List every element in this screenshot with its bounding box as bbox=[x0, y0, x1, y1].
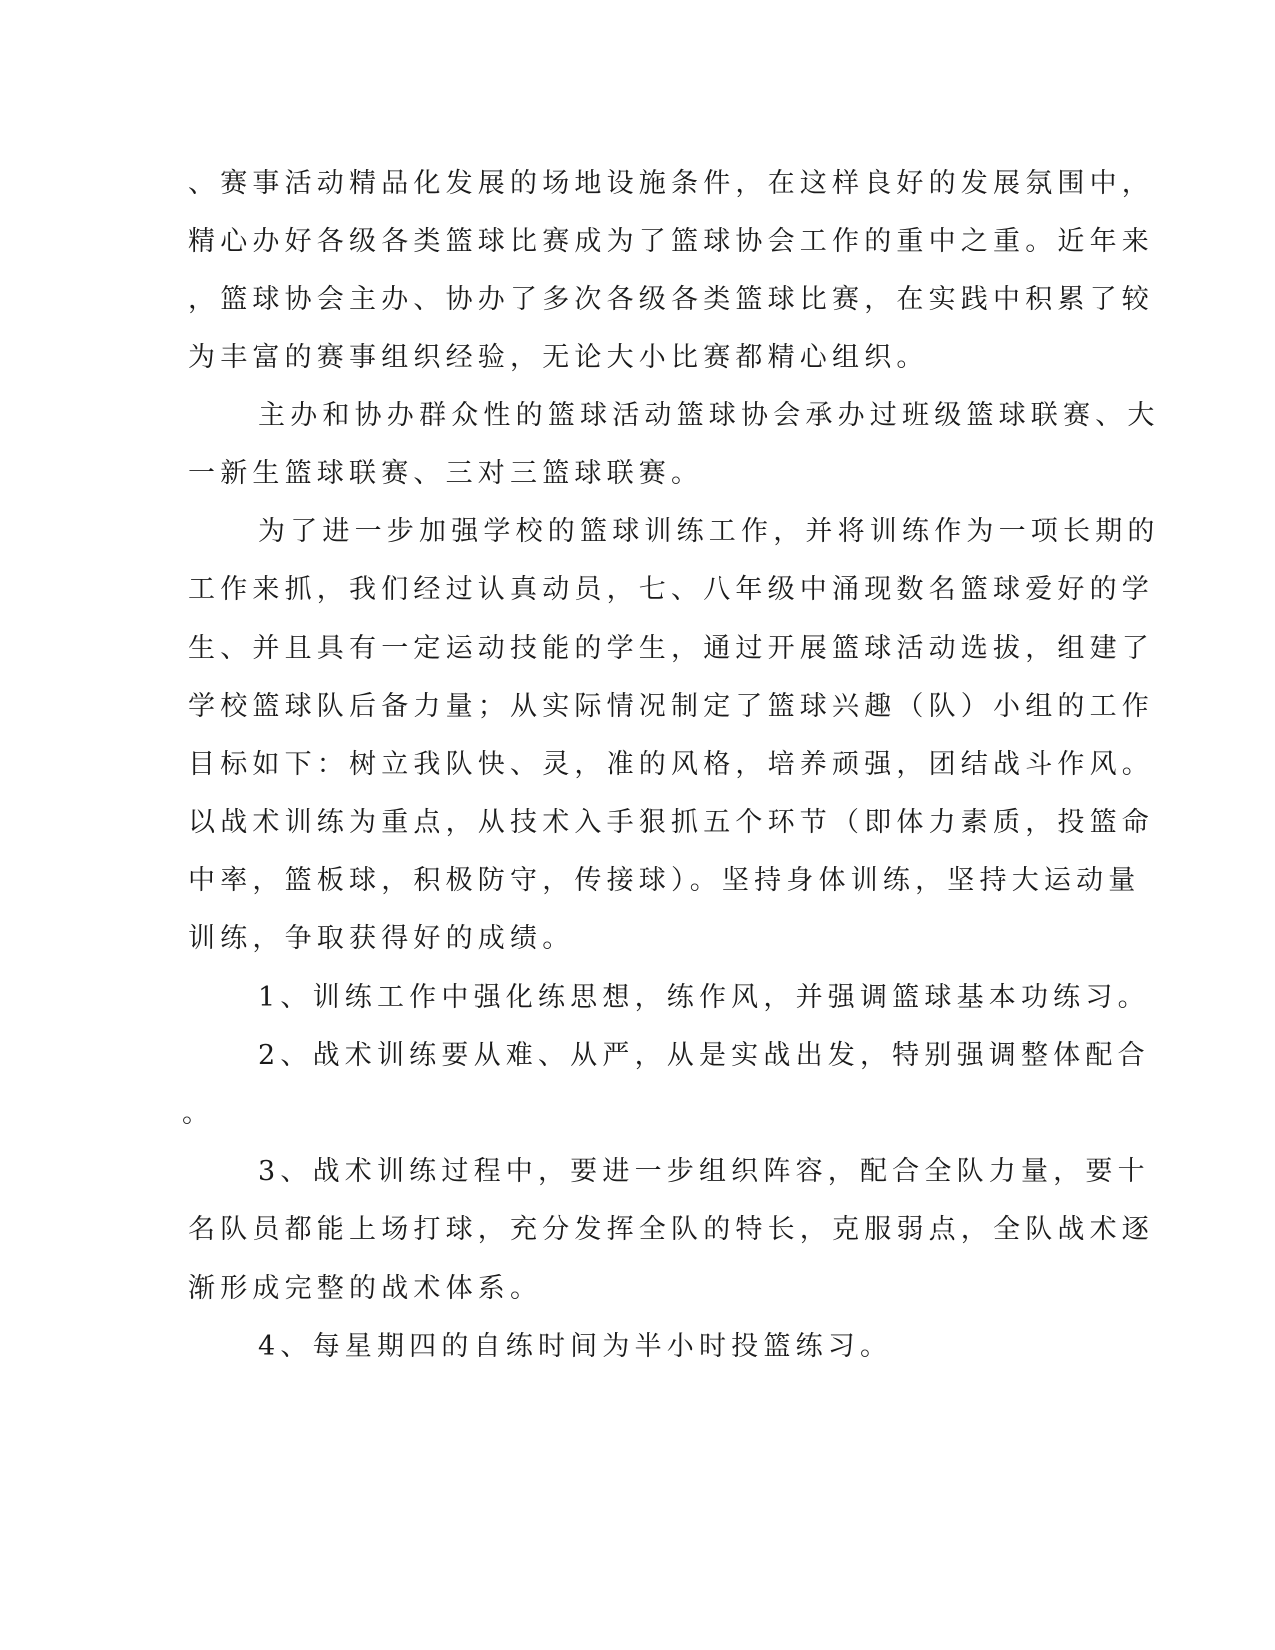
text-line: 中率，篮板球，积极防守，传接球）。坚持身体训练，坚持大运动量 bbox=[188, 865, 1141, 896]
text-line: 生、并且具有一定运动技能的学生，通过开展篮球活动选拔，组建了 bbox=[188, 633, 1154, 664]
text-line: 。 bbox=[182, 1098, 215, 1129]
text-line: 为丰富的赛事组织经验，无论大小比赛都精心组织。 bbox=[188, 342, 929, 373]
text-line: 名队员都能上场打球，充分发挥全队的特长，克服弱点，全队战术逐 bbox=[188, 1214, 1154, 1245]
list-item-2: 2、战术训练要从难、从严，从是实战出发，特别强调整体配合 bbox=[258, 1040, 1150, 1071]
text-line: 渐形成完整的战术体系。 bbox=[188, 1273, 543, 1304]
list-item-3: 3、战术训练过程中，要进一步组织阵容，配合全队力量，要十 bbox=[258, 1156, 1150, 1187]
paragraph-first-line: 主办和协办群众性的篮球活动篮球协会承办过班级篮球联赛、大 bbox=[258, 400, 1160, 431]
text-line: 训练，争取获得好的成绩。 bbox=[188, 923, 575, 954]
paragraph-first-line: 为了进一步加强学校的篮球训练工作，并将训练作为一项长期的 bbox=[258, 516, 1160, 547]
text-line: 以战术训练为重点，从技术入手狠抓五个环节（即体力素质，投篮命 bbox=[188, 807, 1154, 838]
text-line: 工作来抓，我们经过认真动员，七、八年级中涌现数名篮球爱好的学 bbox=[188, 574, 1154, 605]
text-line: 精心办好各级各类篮球比赛成为了篮球协会工作的重中之重。近年来 bbox=[188, 226, 1154, 257]
text-line: 、赛事活动精品化发展的场地设施条件，在这样良好的发展氛围中， bbox=[188, 168, 1154, 199]
list-item-1: 1、训练工作中强化练思想，练作风，并强调篮球基本功练习。 bbox=[258, 982, 1150, 1013]
text-line: 学校篮球队后备力量；从实际情况制定了篮球兴趣（队）小组的工作 bbox=[188, 691, 1154, 722]
text-line: ，篮球协会主办、协办了多次各级各类篮球比赛，在实践中积累了较 bbox=[188, 284, 1154, 315]
list-item-4: 4、每星期四的自练时间为半小时投篮练习。 bbox=[258, 1331, 893, 1362]
text-line: 目标如下：树立我队快、灵，准的风格，培养顽强，团结战斗作风。 bbox=[188, 749, 1154, 780]
text-line: 一新生篮球联赛、三对三篮球联赛。 bbox=[188, 458, 704, 489]
